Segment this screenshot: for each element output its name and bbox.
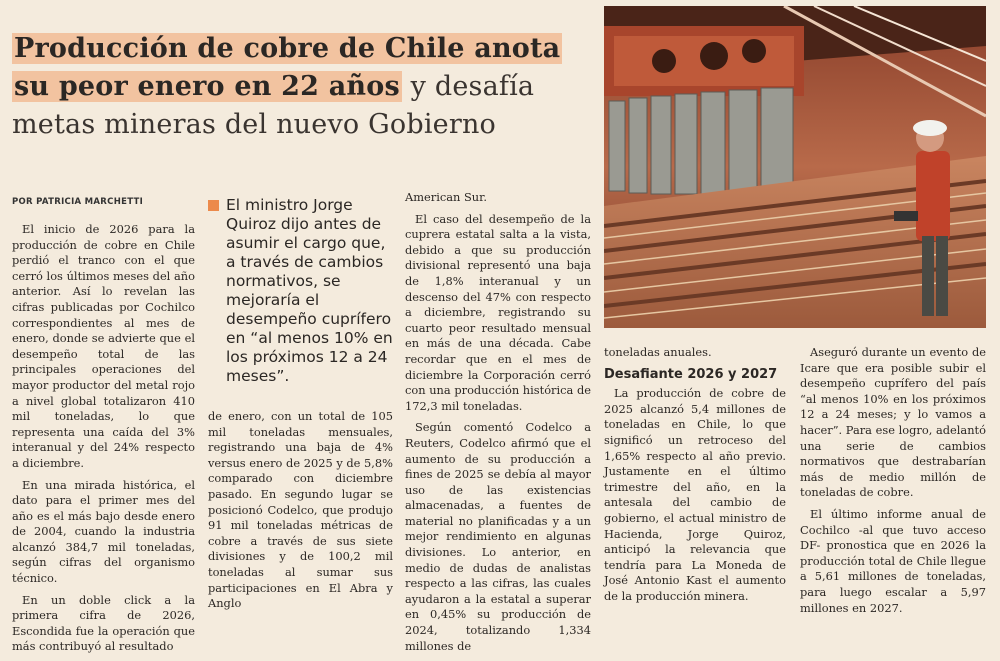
pull-quote-text: El ministro Jorge Quiroz dijo antes de asumir el cargo que, a través de cambios normativos, se mejoraría el desempeño cuprífero en “al menos 10% en los próximos 12 a 24 meses”. bbox=[226, 196, 393, 385]
col3-paragraph-3: Según comentó Codelco a Reuters, Codelco afirmó que el aumento de su producción a fines de 2025 se debía al mayor uso de las existencias almacenadas, a fuentes de material no planificadas y a un mejor rendimiento en algunas divisiones. Lo anterior, en medio de dudas de analistas respecto a las cifras, las cuales ayudaron a la estatal a superar en 0,45% su producción de 2024, totalizando 1,334 millones de bbox=[405, 420, 591, 653]
col1-paragraph-2: En una mirada histórica, el dato para el primer mes del año es el más bajo desde enero de 2004, cuando la industria alcanzó 384,7 mil toneladas, según cifras del organismo técnico. bbox=[12, 477, 195, 586]
article-column-3 bbox=[405, 190, 591, 660]
col5-paragraph-1: Aseguró durante un evento de Icare que era posible subir el desempeño cuprífero del país “al menos 10% en los próximos 12 a 24 meses; y lo vamos a hacer”. Para ese logro, adelantó una serie de cambios normativos que destrabarían más de medio millón de toneladas de cobre. bbox=[800, 345, 986, 500]
refinery-photo bbox=[604, 6, 986, 328]
headline bbox=[12, 30, 602, 144]
col2-paragraph-1: de enero, con un total de 105 mil toneladas mensuales, registrando una baja de 4% versus enero de 2025 y de 5,8% comparado con diciembre pasado. En segundo lugar se posicionó Codelco, que produjo 91 mil toneladas métricas de cobre a través de sus siete divisiones y de 100,2 mil toneladas al sumar sus participaciones en El Abra y Anglo bbox=[208, 409, 393, 611]
article-column-5 bbox=[800, 345, 986, 622]
article-column-1 bbox=[12, 222, 195, 661]
section-subhead: Desafiante 2026 y 2027 bbox=[604, 366, 778, 382]
col4-lead: toneladas anuales. bbox=[604, 345, 712, 359]
headline-highlight-line1: Producción de cobre de Chile anota bbox=[14, 33, 561, 64]
headline-highlight-line2: su peor enero en 22 años bbox=[14, 71, 400, 102]
pull-quote bbox=[208, 196, 393, 386]
col1-paragraph-3: En un doble click a la primera cifra de 2026, Escondida fue la operación que más contribuyó al resultado bbox=[12, 592, 195, 654]
byline: POR PATRICIA MARCHETTI bbox=[12, 197, 144, 207]
article-column-2 bbox=[208, 409, 393, 618]
col5-paragraph-2: El último informe anual de Cochilco -al que tuvo acceso DF- pronostica que en 2026 la producción total de Chile llegue a 5,61 millones de toneladas, para luego escalar a 5,97 millones en 2027. bbox=[800, 506, 986, 615]
col3-paragraph-1: American Sur. bbox=[405, 190, 487, 204]
headline-rest-line3: metas mineras del nuevo Gobierno bbox=[12, 109, 497, 140]
article-column-4 bbox=[604, 345, 786, 611]
col1-paragraph-1: El inicio de 2026 para la producción de cobre en Chile perdió el tranco con el que cerró los últimos meses del año anterior. Así lo revelan las cifras publicadas por Cochilco correspondientes al mes de enero, donde se advierte que el desempeño total de las principales operaciones del mayor productor del metal rojo a nivel global totalizaron 410 mil toneladas, lo que representa una caída del 3% interanual y del 24% respecto a diciembre. bbox=[12, 222, 195, 470]
headline-rest-line2: y desafía bbox=[401, 71, 535, 102]
refinery-illustration bbox=[604, 6, 986, 328]
col3-paragraph-2: El caso del desempeño de la cuprera estatal salta a la vista, debido a que su producción divisional representó una baja de 1,8% interanual y un descenso del 47% con respecto a diciembre, registrando su cuarto peor resultado mensual en más de una década. Cabe recordar que en el mes de diciembre la Corporación cerró con una producción histórica de 172,3 mil toneladas. bbox=[405, 211, 591, 413]
orange-square-icon bbox=[208, 200, 219, 211]
col4-paragraph-1: La producción de cobre de 2025 alcanzó 5,4 millones de toneladas en Chile, lo que significó un retroceso del 1,65% respecto al año previo. Justamente en el último trimestre del año, en la antesala del cambio de gobierno, el actual ministro de Hacienda, Jorge Quiroz, anticipó la relevancia que tendría para La Moneda de José Antonio Kast el aumento de la producción minera. bbox=[604, 386, 786, 603]
